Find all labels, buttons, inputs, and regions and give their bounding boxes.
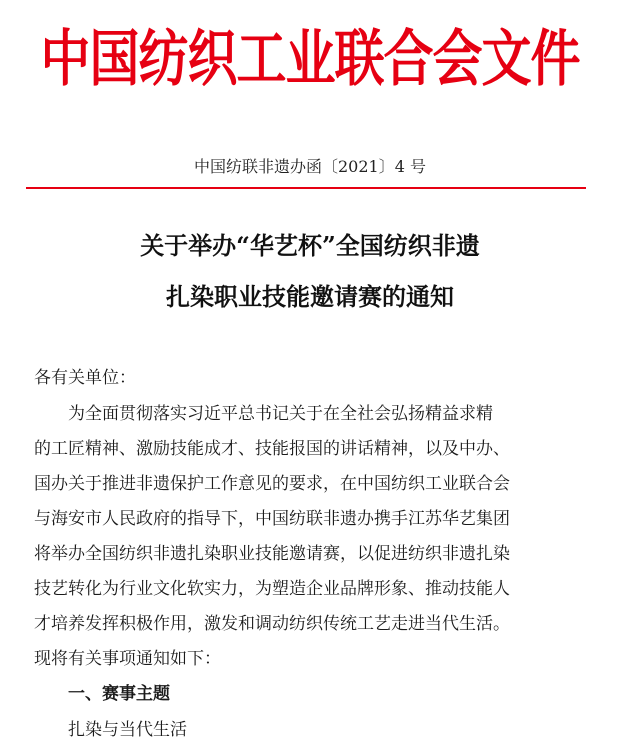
body-line-6: 技艺转化为行业文化软实力，为塑造企业品牌形象、推动技能人 [34, 579, 510, 599]
notice-title-line-1: 关于举办“华艺杯”全国纺织非遗 [140, 231, 480, 260]
body-line-1: 为全面贯彻落实习近平总书记关于在全社会弘扬精益求精 [68, 404, 493, 424]
red-divider-line [26, 187, 586, 189]
section-1-text: 扎染与当代生活 [68, 720, 187, 740]
document-number: 中国纺联非遗办函〔2021〕4 号 [194, 157, 426, 176]
body-line-4: 与海安市人民政府的指导下，中国纺联非遗办携手江苏华艺集团 [34, 509, 510, 529]
notice-title-line-2: 扎染职业技能邀请赛的通知 [166, 282, 454, 311]
section-1-heading: 一、赛事主题 [68, 684, 170, 704]
masthead-title: 中国纺织工业联合会文件 [40, 23, 580, 94]
salutation: 各有关单位： [34, 368, 136, 388]
body-line-2: 的工匠精神、激励技能成才、技能报国的讲话精神，以及中办、 [34, 439, 510, 459]
body-line-5: 将举办全国纺织非遗扎染职业技能邀请赛，以促进纺织非遗扎染 [34, 544, 510, 564]
body-line-7: 才培养发挥积极作用，激发和调动纺织传统工艺走进当代生活。 [34, 614, 510, 634]
body-line-3: 国办关于推进非遗保护工作意见的要求，在中国纺织工业联合会 [34, 474, 510, 494]
body-line-8: 现将有关事项通知如下： [34, 649, 221, 669]
